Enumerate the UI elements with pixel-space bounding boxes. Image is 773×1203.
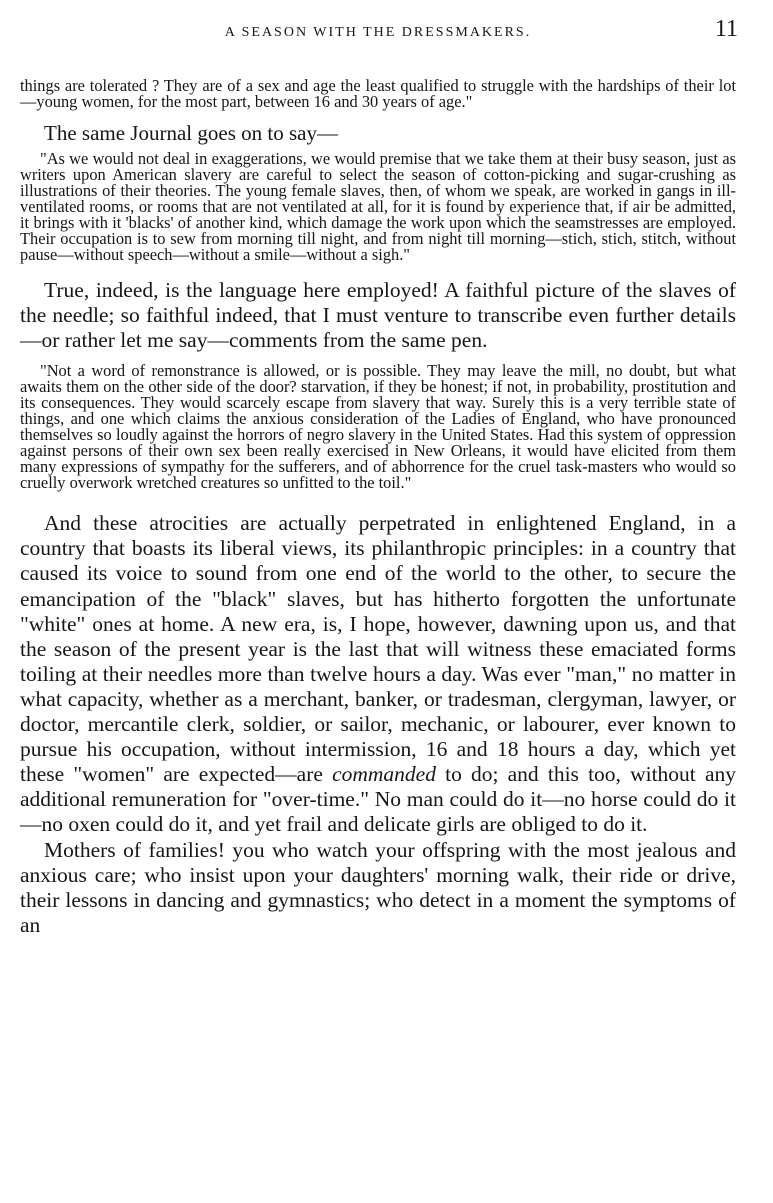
book-page bbox=[20, 14, 736, 938]
journal-quote-one: "As we would not deal in exaggerations, we would premise that we take them at their busy season, just as writers upon American slavery are careful to select the season of cotton-picking and sugar-crushing as illustrations of their theories. The young female slaves, then, of whom we speak, are worked in gangs in ill-ventilated rooms, or rooms that are not ventilated at all, for it is found by experience that, if air be admitted, it brings with it 'blacks' of another kind, which damage the work upon which the seamstresses are employed. Their occupation is to sew from morning till night, and from night till morning—stich, stich, stitch, without pause—without speech—without a smile—without a sigh." bbox=[20, 149, 736, 264]
page-number: 11 bbox=[714, 16, 738, 42]
continuation-paragraph: things are tolerated ? They are of a sex and age the least qualified to struggle with the hardships of their lot—young women, for the most part, between 16 and 30 years of age." bbox=[20, 76, 736, 111]
running-header bbox=[20, 14, 736, 42]
atrocities-paragraph bbox=[20, 511, 736, 837]
journal-intro: The same Journal goes on to say— bbox=[44, 121, 338, 145]
atrocities-after-text: to do; and this too, without any additional remuneration for "over-time." No man could do it—no horse could do it—no oxen could do it, and yet frail and delicate girls are obliged to do it. bbox=[20, 762, 736, 837]
mothers-paragraph: Mothers of families! you who watch your offspring with the most jealous and anxious care; who insist upon your daughters' morning walk, their ride or drive, their lessons in dancing and gymnastics; who detect in a moment the symptoms of an bbox=[20, 837, 736, 937]
journal-quote-two: "Not a word of remonstrance is allowed, or is possible. They may leave the mill, no doubt, but what awaits them on the other side of the door? starvation, if they be honest; if not, in probability, prostitution and its consequences. They would scarcely escape from slavery that way. Surely this is a very terrible state of things, and one which claims the anxious consideration of the Ladies of England, who have pronounced themselves so loudly against the horrors of negro slavery in the United States. Had this system of oppression against persons of their own sex been really exercised in New Orleans, it would have elicited from them many expressions of sympathy for the sufferers, and of abhorrence for the cruel task-masters who would so cruelly overwork wretched creatures so unfitted to the toil." bbox=[20, 361, 736, 493]
faithful-picture-paragraph: True, indeed, is the language here employed! A faithful picture of the slaves of the needle; so faithful indeed, that I must venture to transcribe even further details—or rather let me say—comments from the same pen. bbox=[20, 278, 736, 353]
commanded-emphasis: commanded bbox=[332, 762, 436, 787]
running-title: A SEASON WITH THE DRESSMAKERS. bbox=[224, 25, 532, 40]
atrocities-before-text: And these atrocities are actually perpetrated in enlightened England, in a country that boasts its liberal views, its philanthropic principles: in a country that caused its voice to sound from one end of the world to the other, to secure the emancipation of the "black" slaves, but has hitherto forgotten the unfortunate "white" ones at home. A new era, is, I hope, however, dawning upon us, and that the season of the present year is the last that will witness these emaciated forms toiling at their needles more than twelve hours a day. Was ever "man," no matter in what capacity, whether as a merchant, banker, or tradesman, clergyman, lawyer, or doctor, mercantile clerk, soldier, or sailor, mechanic, or labourer, ever known to pursue his occupation, without intermission, 16 and 18 hours a day, which yet these "women" are expected—are bbox=[20, 511, 736, 787]
